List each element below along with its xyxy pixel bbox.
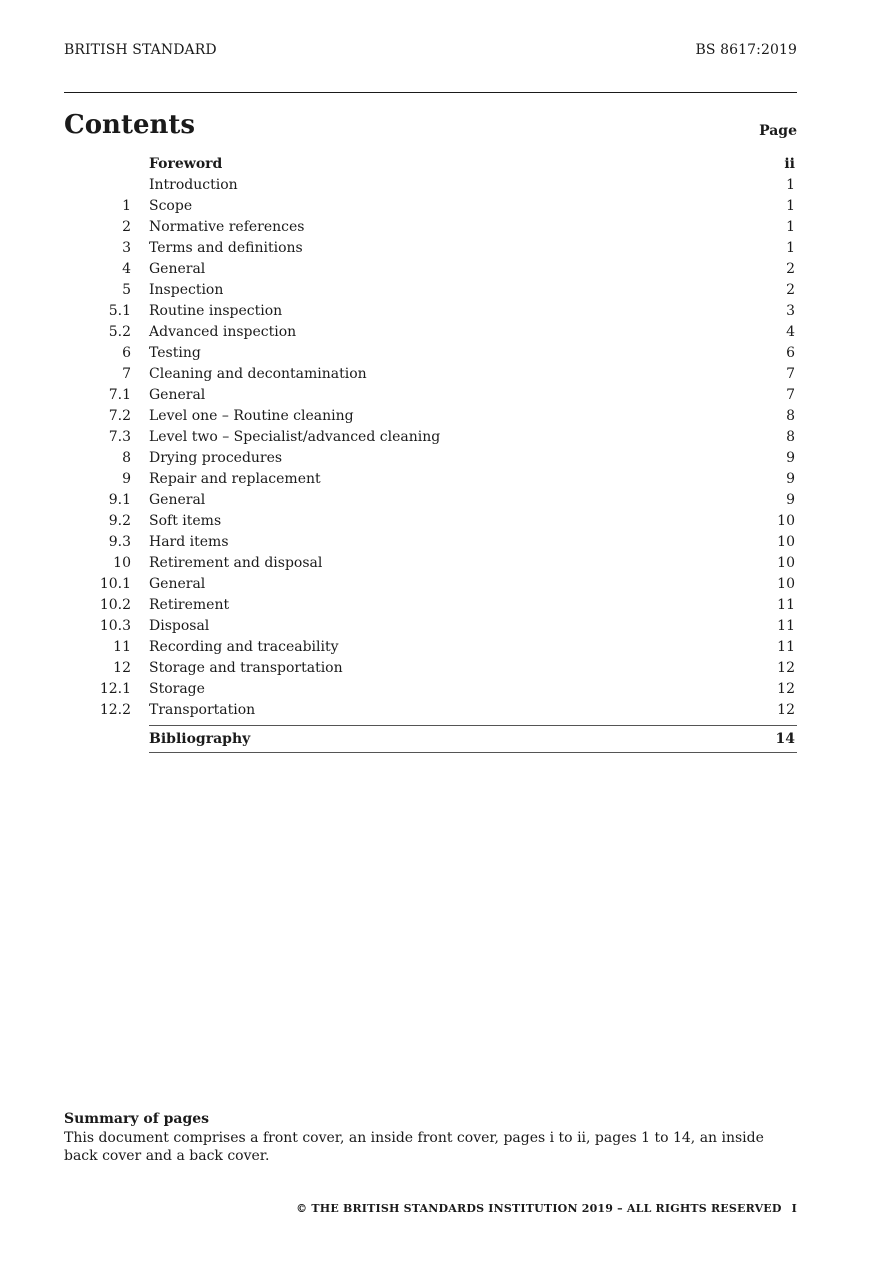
toc-label: Level two – Specialist/advanced cleaning (149, 429, 441, 445)
toc-row[interactable] (64, 154, 797, 175)
toc-page: 10 (777, 513, 795, 529)
toc-label: Hard items (149, 534, 229, 550)
toc-number: 12.2 (99, 702, 131, 718)
toc-label: Testing (149, 345, 201, 361)
toc-page: 3 (786, 303, 795, 319)
toc-page: 12 (777, 702, 795, 718)
toc-page: ii (784, 156, 795, 172)
toc-number: 11 (113, 639, 131, 655)
toc-page: 2 (786, 261, 795, 277)
toc-number: 5.1 (108, 303, 131, 319)
toc-number: 4 (122, 261, 131, 277)
toc-page: 10 (777, 576, 795, 592)
toc-row[interactable] (64, 322, 797, 343)
toc-number: 7.2 (108, 408, 131, 424)
toc-row[interactable] (64, 511, 797, 532)
toc-row[interactable] (64, 259, 797, 280)
toc-row[interactable] (64, 175, 797, 196)
toc-label: Routine inspection (149, 303, 283, 319)
toc-row[interactable] (64, 553, 797, 574)
summary-text: This document comprises a front cover, an inside front cover, pages i to ii, pages 1 to 14, an inside back cover and a back cover. (64, 1130, 764, 1164)
toc-number: 7.3 (108, 429, 131, 445)
toc-label: Recording and traceability (149, 639, 339, 655)
toc-row[interactable] (64, 532, 797, 553)
toc-row[interactable] (64, 280, 797, 301)
toc-label: General (149, 261, 206, 277)
toc-row[interactable] (64, 637, 797, 658)
toc-number: 12.1 (99, 681, 131, 697)
toc-label: Foreword (149, 156, 223, 172)
toc-label: Introduction (149, 177, 238, 193)
toc-row[interactable] (64, 301, 797, 322)
toc-row[interactable] (64, 406, 797, 427)
toc-page: 8 (786, 429, 795, 445)
page-column-heading: Page (759, 123, 797, 139)
toc-number: 7 (122, 366, 131, 382)
toc-row[interactable] (64, 679, 797, 700)
toc-bibliography-page: 14 (775, 731, 795, 747)
toc-number: 10.2 (99, 597, 131, 613)
toc-page: 7 (786, 366, 795, 382)
toc-row[interactable] (64, 448, 797, 469)
footer (296, 1202, 797, 1215)
toc-page: 11 (777, 639, 795, 655)
toc-number: 5.2 (108, 324, 131, 340)
toc-page: 9 (786, 450, 795, 466)
toc-number: 10.3 (99, 618, 131, 634)
toc-label: Inspection (149, 282, 224, 298)
toc-page: 1 (786, 219, 795, 235)
toc-number: 12 (113, 660, 131, 676)
toc-label: General (149, 492, 206, 508)
toc-number: 9.3 (108, 534, 131, 550)
toc-page: 1 (786, 177, 795, 193)
toc-number: 7.1 (108, 387, 131, 403)
toc-row[interactable] (64, 658, 797, 679)
toc-page: 1 (786, 198, 795, 214)
toc-bibliography-row[interactable] (149, 725, 797, 753)
footer-copyright: © THE BRITISH STANDARDS INSTITUTION 2019 – ALL RIGHTS RESERVED (296, 1202, 782, 1215)
toc-label: General (149, 576, 206, 592)
toc-label: Storage (149, 681, 205, 697)
toc-label: Storage and transportation (149, 660, 343, 676)
toc-label: Soft items (149, 513, 222, 529)
summary-title: Summary of pages (64, 1111, 210, 1127)
toc-page: 11 (777, 597, 795, 613)
toc-number: 10 (113, 555, 131, 571)
running-header-right: BS 8617:2019 (695, 42, 797, 58)
toc-row[interactable] (64, 217, 797, 238)
toc-page: 9 (786, 471, 795, 487)
toc-number: 3 (122, 240, 131, 256)
toc-number: 8 (122, 450, 131, 466)
toc-label: Retirement (149, 597, 230, 613)
toc-page: 12 (777, 660, 795, 676)
toc-row[interactable] (64, 238, 797, 259)
toc-number: 2 (122, 219, 131, 235)
footer-page-number: I (791, 1202, 797, 1215)
toc-row[interactable] (64, 196, 797, 217)
toc-label: Repair and replacement (149, 471, 321, 487)
toc-number: 9.2 (108, 513, 131, 529)
toc-number: 5 (122, 282, 131, 298)
toc-page: 8 (786, 408, 795, 424)
toc-page: 12 (777, 681, 795, 697)
toc-label: Drying procedures (149, 450, 283, 466)
toc-row[interactable] (64, 700, 797, 721)
toc-row[interactable] (64, 595, 797, 616)
page-title: Contents (64, 110, 196, 140)
table-of-contents (64, 154, 797, 721)
toc-number: 1 (122, 198, 131, 214)
toc-label: Level one – Routine cleaning (149, 408, 354, 424)
toc-row[interactable] (64, 574, 797, 595)
toc-page: 7 (786, 387, 795, 403)
toc-bibliography-label: Bibliography (149, 731, 251, 747)
toc-page: 10 (777, 555, 795, 571)
toc-label: Terms and definitions (149, 240, 303, 256)
toc-row[interactable] (64, 490, 797, 511)
toc-row[interactable] (64, 427, 797, 448)
toc-label: Cleaning and decontamination (149, 366, 367, 382)
toc-number: 6 (122, 345, 131, 361)
running-header-left: BRITISH STANDARD (64, 42, 217, 58)
toc-row[interactable] (64, 385, 797, 406)
toc-page: 1 (786, 240, 795, 256)
toc-number: 9 (122, 471, 131, 487)
toc-page: 4 (786, 324, 795, 340)
toc-number: 10.1 (99, 576, 131, 592)
toc-page: 11 (777, 618, 795, 634)
toc-page: 6 (786, 345, 795, 361)
toc-label: Normative references (149, 219, 305, 235)
toc-label: Retirement and disposal (149, 555, 323, 571)
toc-row[interactable] (64, 616, 797, 637)
toc-row[interactable] (64, 343, 797, 364)
toc-page: 10 (777, 534, 795, 550)
toc-label: General (149, 387, 206, 403)
toc-row[interactable] (64, 364, 797, 385)
toc-label: Transportation (149, 702, 256, 718)
toc-row[interactable] (64, 469, 797, 490)
header-rule (64, 92, 797, 93)
toc-label: Advanced inspection (149, 324, 297, 340)
toc-number: 9.1 (108, 492, 131, 508)
toc-label: Scope (149, 198, 193, 214)
toc-label: Disposal (149, 618, 210, 634)
toc-page: 9 (786, 492, 795, 508)
toc-page: 2 (786, 282, 795, 298)
